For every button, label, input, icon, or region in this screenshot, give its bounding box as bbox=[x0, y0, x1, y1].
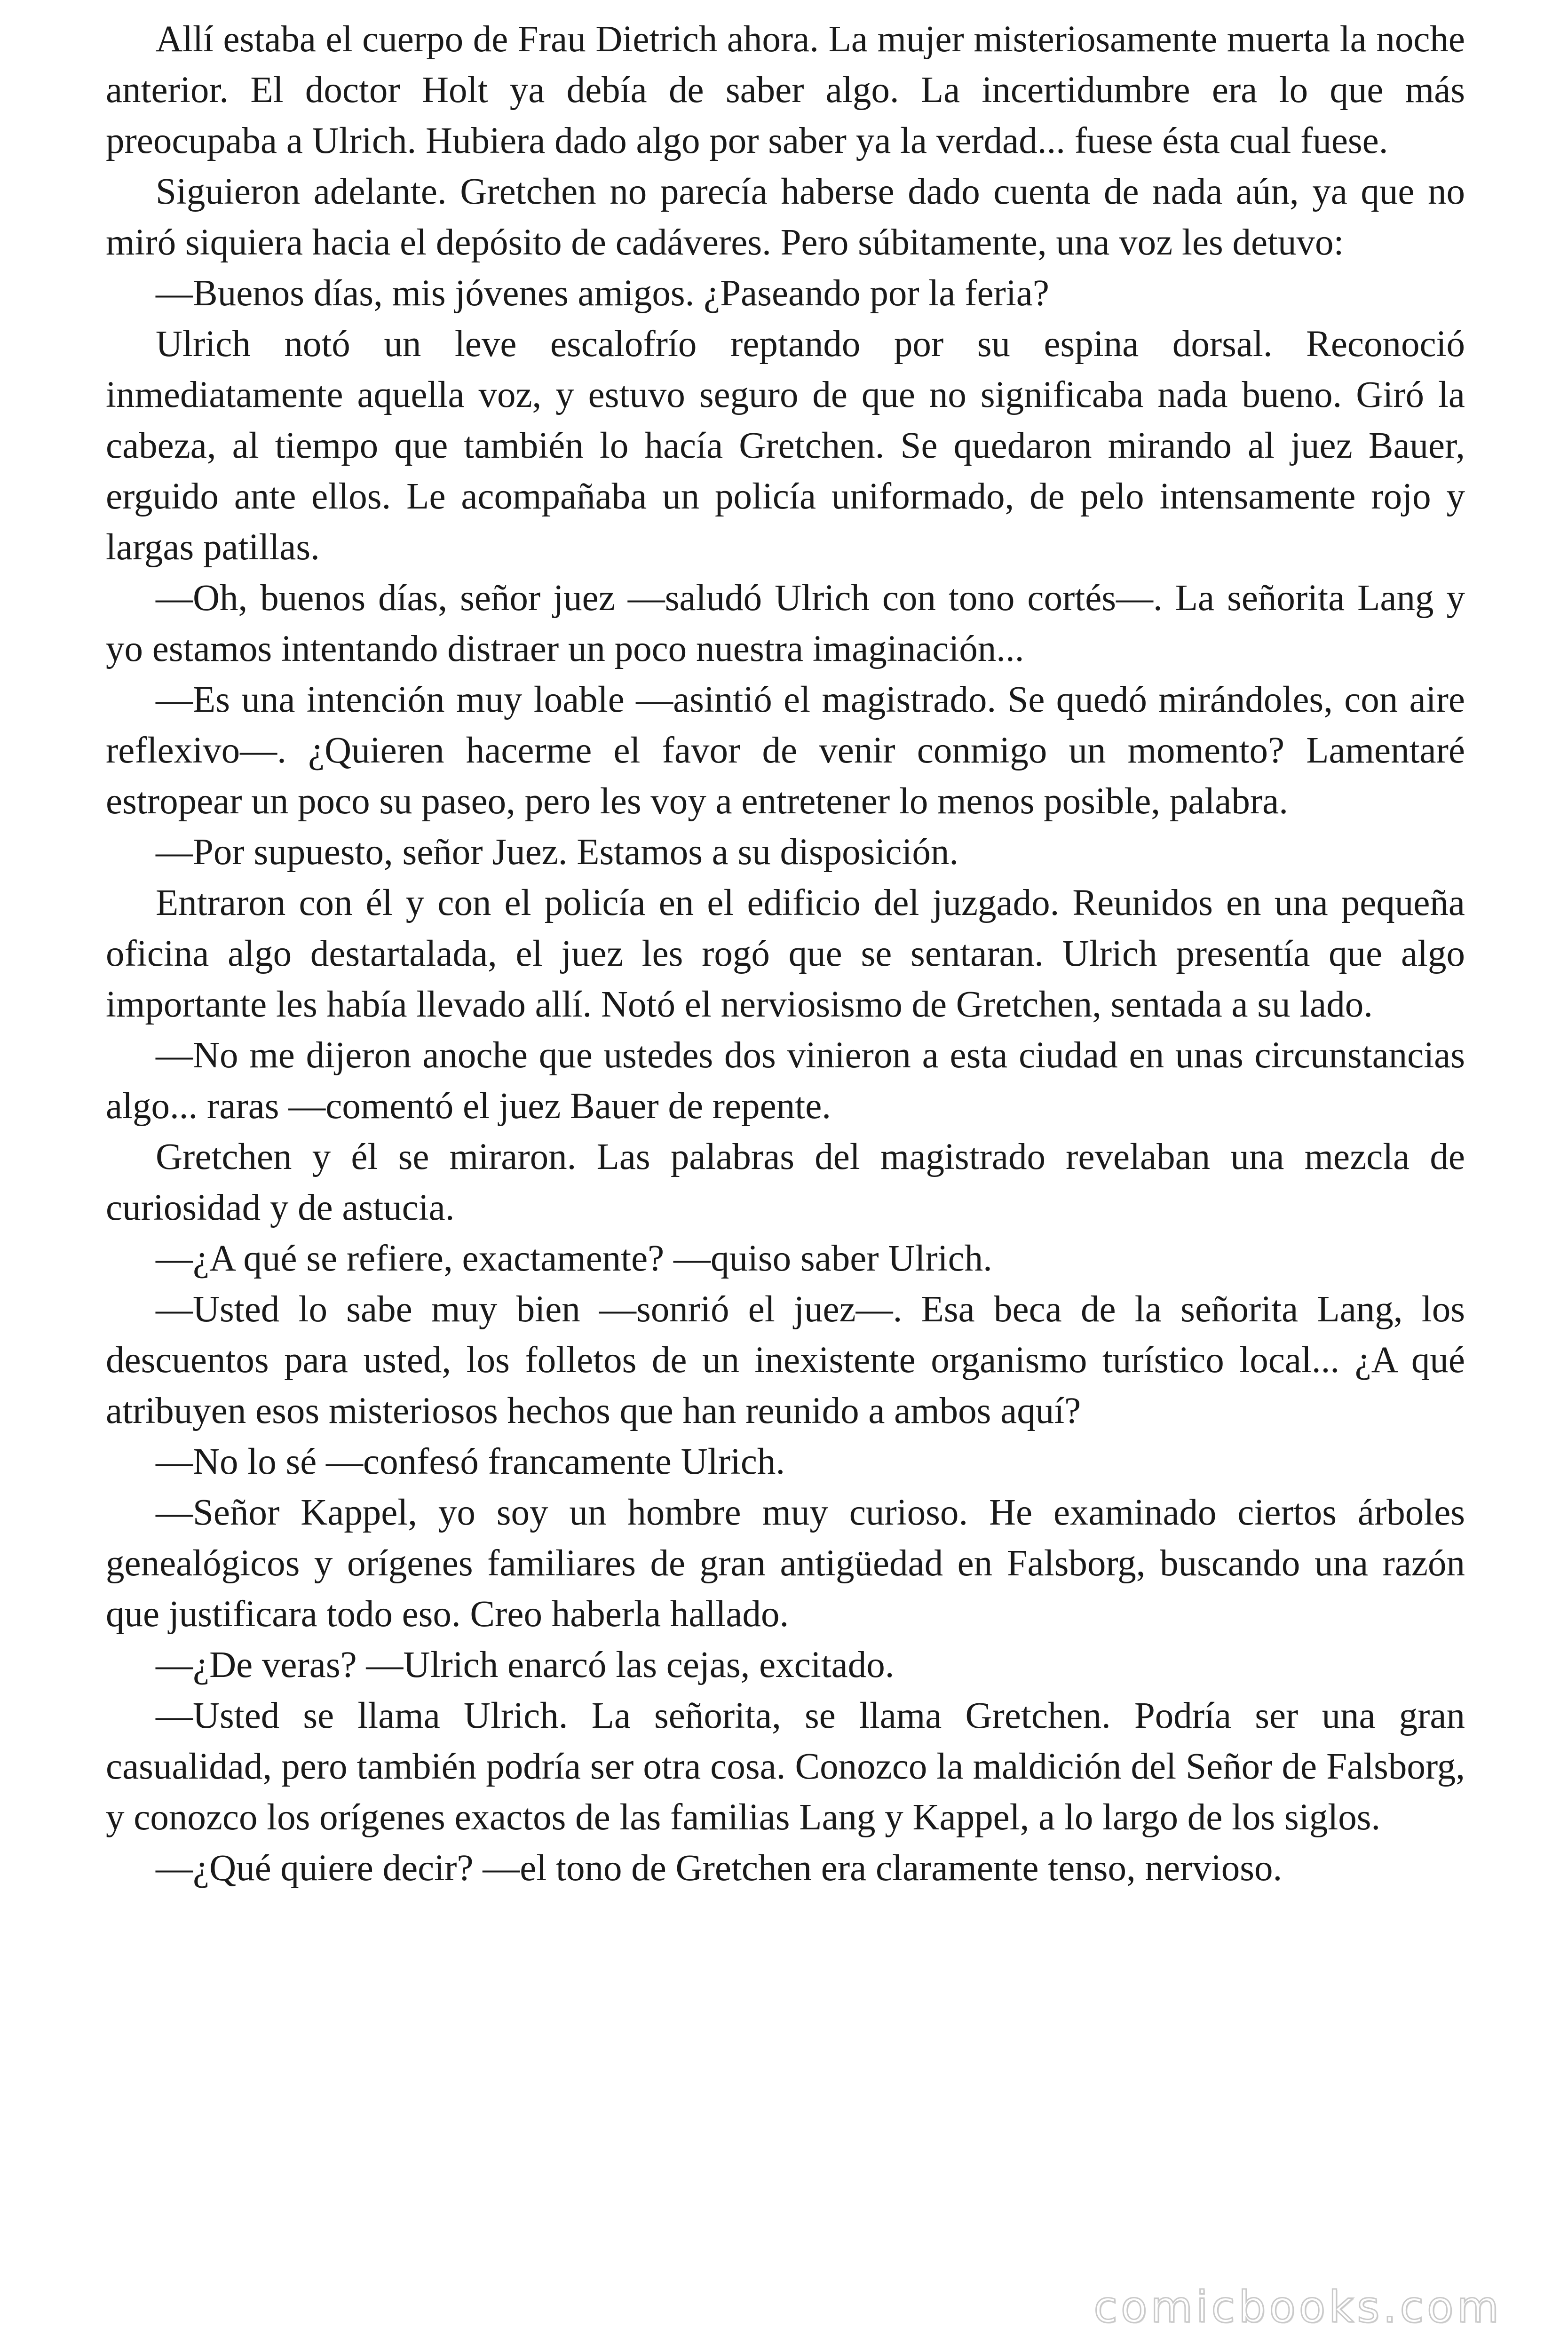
paragraph: Ulrich notó un leve escalofrío reptando por su espina dorsal. Reconoció inmediatamente aquella voz, y estuvo seguro de que no significaba nada bueno. Giró la cabeza, al tiempo que también lo hacía Gretchen. Se quedaron mirando al juez Bauer, erguido ante ellos. Le acompañaba un policía uniformado, de pelo intensamente rojo y largas patillas. bbox=[106, 324, 1465, 568]
paragraph: Entraron con él y con el policía en el edificio del juzgado. Reunidos en una pequeña oficina algo destartalada, el juez les rogó que se sentaran. Ulrich presentía que algo importante les había llevado allí. Notó el nerviosismo de Gretchen, sentada a su lado. bbox=[106, 882, 1465, 1025]
paragraph: —¿A qué se refiere, exactamente? —quiso saber Ulrich. bbox=[156, 1238, 992, 1279]
watermark: comicbooks.com bbox=[1093, 2282, 1502, 2332]
paragraph: —Es una intención muy loable —asintió el magistrado. Se quedó mirándoles, con aire reflexivo—. ¿Quieren hacerme el favor de venir conmigo un momento? Lamentaré estropear un poco su paseo, pero les voy a entretener lo menos posible, palabra. bbox=[106, 679, 1465, 822]
paragraph: Gretchen y él se miraron. Las palabras del magistrado revelaban una mezcla de curiosidad y de astucia. bbox=[106, 1136, 1465, 1228]
paragraph: —Por supuesto, señor Juez. Estamos a su disposición. bbox=[156, 832, 959, 873]
paragraph: —Usted lo sabe muy bien —sonrió el juez—. Esa beca de la señorita Lang, los descuentos para usted, los folletos de un inexistente organismo turístico local... ¿A qué atribuyen esos misteriosos hechos que han reunido a ambos aquí? bbox=[106, 1289, 1465, 1431]
paragraph: —Oh, buenos días, señor juez —saludó Ulrich con tono cortés—. La señorita Lang y yo estamos intentando distraer un poco nuestra imaginación... bbox=[106, 578, 1465, 669]
paragraph: —¿De veras? —Ulrich enarcó las cejas, excitado. bbox=[156, 1645, 895, 1685]
paragraph: —Señor Kappel, yo soy un hombre muy curioso. He examinado ciertos árboles genealógicos y orígenes familiares de gran antigüedad en Falsborg, buscando una razón que justificara todo eso. Creo haberla hallado. bbox=[106, 1492, 1465, 1635]
paragraph: Siguieron adelante. Gretchen no parecía haberse dado cuenta de nada aún, ya que no miró siquiera hacia el depósito de cadáveres. Pero súbitamente, una voz les detuvo: bbox=[106, 171, 1465, 263]
paragraph: —Usted se llama Ulrich. La señorita, se llama Gretchen. Podría ser una gran casualidad, pero también podría ser otra cosa. Conozco la maldición del Señor de Falsborg, y conozco los orígenes exactos de las familias Lang y Kappel, a lo largo de los siglos. bbox=[106, 1695, 1465, 1838]
paragraph: Allí estaba el cuerpo de Frau Dietrich ahora. La mujer misteriosamente muerta la noche anterior. El doctor Holt ya debía de saber algo. La incertidumbre era lo que más preocupaba a Ulrich. Hubiera dado algo por saber ya la verdad... fuese ésta cual fuese. bbox=[106, 19, 1465, 161]
paragraph: —Buenos días, mis jóvenes amigos. ¿Paseando por la feria? bbox=[156, 273, 1049, 314]
paragraph: —No lo sé —confesó francamente Ulrich. bbox=[156, 1441, 785, 1482]
page-body bbox=[106, 14, 1465, 1894]
paragraph: —No me dijeron anoche que ustedes dos vinieron a esta ciudad en unas circunstancias algo... raras —comentó el juez Bauer de repente. bbox=[106, 1035, 1465, 1127]
paragraph: —¿Qué quiere decir? —el tono de Gretchen era claramente tenso, nervioso. bbox=[156, 1848, 1283, 1889]
